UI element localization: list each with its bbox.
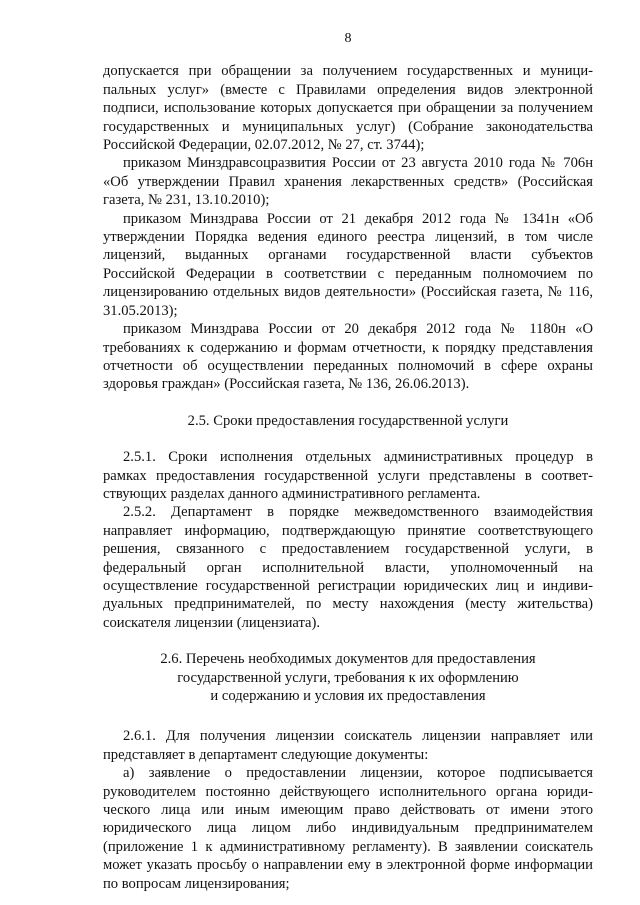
paragraph-2-5-1 <box>103 448 593 503</box>
text-line: по вопросам лицензирования; <box>103 875 290 892</box>
text-line: рамках предоставления государственной услуги представлены в соответ- <box>103 467 593 484</box>
heading-line: и содержанию и условия их предоставления <box>210 688 486 704</box>
text-line: лицензий, выданных органами государственной власти субъектов <box>103 247 593 264</box>
text-line: 31.05.2013); <box>103 302 178 319</box>
text-line: Российской Федерации, 02.07.2012, № 27, ст. 3744); <box>103 137 425 154</box>
text-line: может указать просьбу о направлении ему в электронной форме информации <box>103 857 593 874</box>
text-line: лицензированию отдельных видов деятельности» (Российская газета, № 116, <box>103 284 593 301</box>
section-heading-2-6 <box>103 650 593 705</box>
text-line: решения, связанного с предоставлением государственной услуги, в <box>103 541 593 558</box>
text-line: 2.6.1. Для получения лицензии соискатель лицензии направляет или <box>123 728 593 745</box>
text-line: руководителем постоянно действующего исполнительного органа юриди- <box>103 783 593 800</box>
text-line: приказом Минздрава России от 20 декабря 2012 года № 1180н «О <box>123 321 593 338</box>
text-line: требованиях к содержанию и формам отчетности, к порядку представления <box>103 339 593 356</box>
text-line: 2.5.2. Департамент в порядке межведомственного взаимодействия <box>123 504 593 521</box>
text-line: ческого лица или иным имеющим право действовать от имени этого <box>103 802 593 819</box>
paragraph-order-1180n <box>103 320 593 394</box>
text-line: направляет информацию, подтверждающую принятие соответствующего <box>103 522 593 539</box>
text-line: (приложение 1 к административному регламенту). В заявлении соискатель <box>103 838 593 855</box>
text-line: здоровья граждан» (Российская газета, № 136, 26.06.2013). <box>103 376 470 393</box>
text-line: допускается при обращении за получением государственных и муници- <box>103 63 593 80</box>
section-heading-2-5: 2.5. Сроки предоставления государственной услуги <box>187 412 509 429</box>
text-line: «Об утверждении Правил хранения лекарственных средств» (Российская <box>103 173 593 190</box>
text-line: представляет в департамент следующие документы: <box>103 746 429 763</box>
text-line: газета, № 231, 13.10.2010); <box>103 192 270 209</box>
text-line: приказом Минздрава России от 21 декабря 2012 года № 1341н «Об <box>123 210 593 227</box>
page-number: 8 <box>344 31 352 46</box>
paragraph-intro <box>103 62 593 154</box>
heading-line: государственной услуги, требования к их оформлению <box>177 669 519 686</box>
text-line: 2.5.1. Сроки исполнения отдельных административных процедур в <box>123 449 593 466</box>
text-line: соискателя лицензии (лицензиата). <box>103 614 321 631</box>
paragraph-item-a <box>103 764 593 893</box>
text-line: Российской Федерации в соответствии с переданным полномочием по <box>103 265 593 282</box>
paragraph-order-706n <box>103 154 593 209</box>
text-line: отчетности об осуществлении переданных полномочий в сфере охраны <box>103 357 593 374</box>
text-line: подписи, использование которых допускается при обращении за получением <box>103 100 593 117</box>
text-line: осуществление государственной регистрации юридических лиц и индиви- <box>103 577 593 594</box>
text-line: а) заявление о предоставлении лицензии, которое подписывается <box>123 765 593 782</box>
text-line: приказом Минздравсоцразвития России от 23 августа 2010 года № 706н <box>123 155 593 172</box>
paragraph-2-6-1 <box>103 727 593 764</box>
text-line: дуальных предпринимателей, по месту нахождения (месту жительства) <box>103 596 593 613</box>
paragraph-order-1341n <box>103 210 593 320</box>
text-line: юридического лица лицом либо индивидуальным предпринимателем <box>103 820 593 837</box>
text-line: государственных и муниципальных услуг) (Собрание законодательства <box>103 118 593 135</box>
text-line: федеральный орган исполнительной власти, уполномоченный на <box>103 559 593 576</box>
text-line: пальных услуг» (вместе с Правилами определения видов электронной <box>103 81 593 98</box>
text-line: утверждении Порядка ведения единого реестра лицензий, в том числе <box>103 229 593 246</box>
heading-line: 2.6. Перечень необходимых документов для предоставления <box>160 651 536 668</box>
paragraph-2-5-2 <box>103 503 593 632</box>
text-line: ствующих разделах данного административного регламента. <box>103 485 481 502</box>
